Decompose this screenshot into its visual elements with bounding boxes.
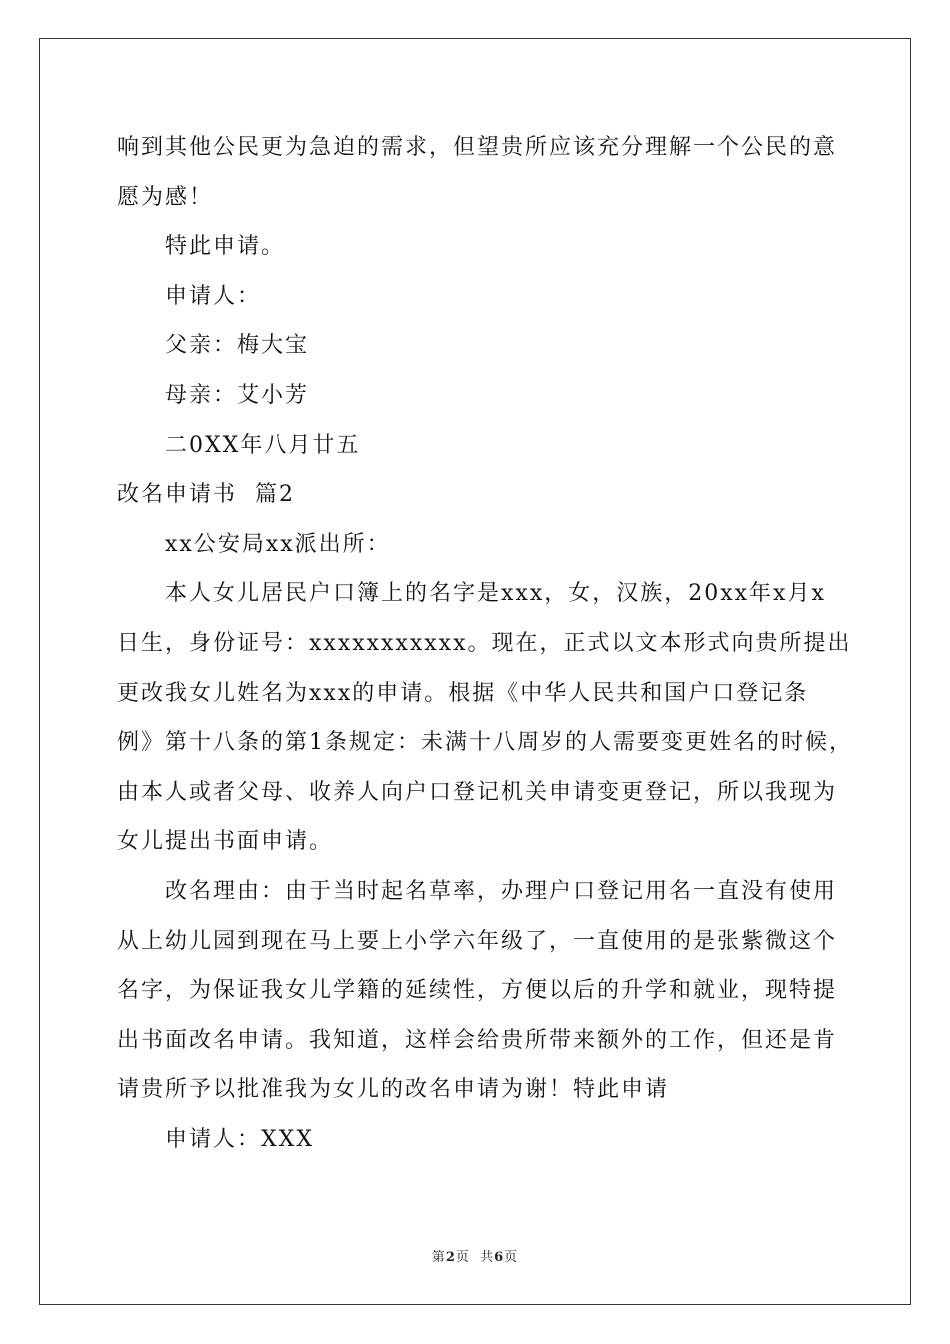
addressee: xx公安局xx派出所：	[165, 531, 391, 557]
mother-name: 母亲：艾小芳	[165, 382, 310, 408]
closing-statement: 特此申请。	[165, 234, 286, 260]
page-number: 2	[445, 1250, 456, 1265]
paragraph-line: 响到其他公民更为急迫的需求，但望贵所应该充分理解一个公民的意	[117, 135, 838, 160]
page-suffix: 页	[504, 1250, 519, 1265]
reason-line: 请贵所予以批准我为女儿的改名申请为谢！特此申请	[117, 1077, 670, 1103]
page-total: 6	[494, 1250, 505, 1265]
applicant-label: 申请人：	[165, 283, 262, 309]
page-prefix: 第	[431, 1250, 446, 1265]
page-footer	[0, 1246, 950, 1265]
body-line: 更改我女儿姓名为xxx的申请。根据《中华人民共和国户口登记条	[117, 680, 809, 706]
page-mid: 页 共	[455, 1250, 495, 1265]
document-body	[117, 128, 853, 1169]
reason-line: 改名理由：由于当时起名草率，办理户口登记用名一直没有使用	[165, 878, 838, 904]
father-name: 父亲：梅大宝	[165, 333, 310, 359]
signature-date: 二0XX年八月廿五	[165, 432, 361, 458]
section-heading: 改名申请书 篇2	[117, 482, 295, 508]
reason-line: 从上幼儿园到现在马上要上小学六年级了，一直使用的是张紫微这个	[117, 928, 838, 954]
applicant-signature: 申请人：XXX	[165, 1126, 314, 1152]
body-line: 由本人或者父母、收养人向户口登记机关申请变更登记，所以我现为	[117, 779, 838, 805]
body-line: 本人女儿居民户口簿上的名字是xxx，女，汉族，20xx年x月x	[165, 581, 826, 607]
reason-line: 名字，为保证我女儿学籍的延续性，方便以后的升学和就业，现特提	[117, 978, 838, 1004]
body-line: 日生，身份证号：xxxxxxxxxxx。现在，正式以文本形式向贵所提出	[117, 630, 852, 656]
paragraph-line: 愿为感！	[117, 184, 214, 210]
body-line: 女儿提出书面申请。	[117, 829, 334, 855]
body-line: 例》第十八条的第1条规定：未满十八周岁的人需要变更姓名的时候，	[117, 730, 853, 756]
reason-line: 出书面改名申请。我知道，这样会给贵所带来额外的工作，但还是肯	[117, 1027, 838, 1053]
